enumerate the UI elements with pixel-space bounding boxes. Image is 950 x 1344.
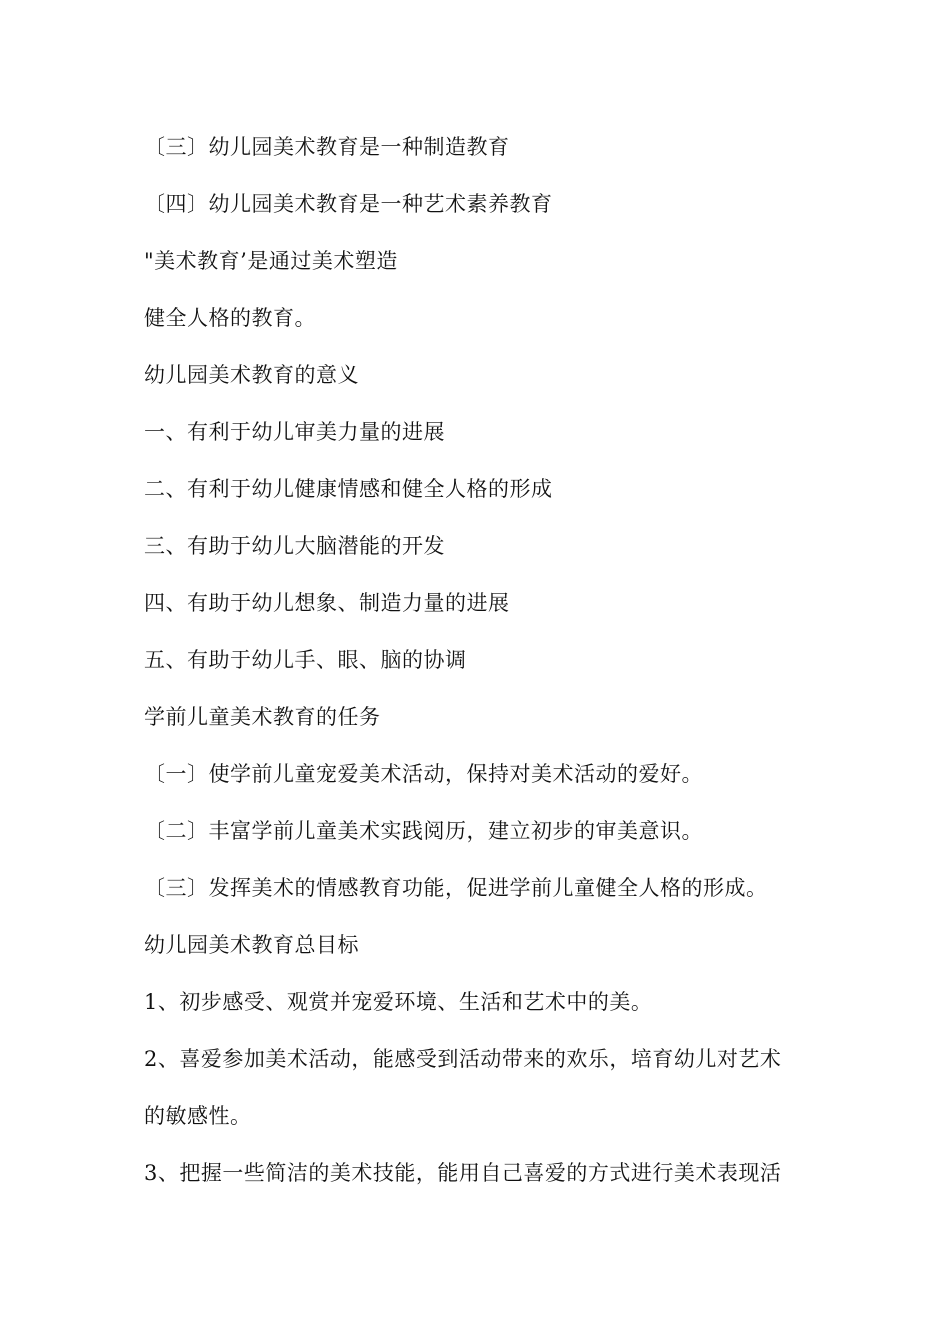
task-item-1: 〔一〕使学前儿童宠爱美术活动，保持对美术活动的爱好。 <box>144 762 703 786</box>
significance-item-2: 二、有利于幼儿健康情感和健全人格的形成 <box>144 477 553 501</box>
significance-item-1: 一、有利于幼儿审美力量的进展 <box>144 420 445 444</box>
significance-item-5: 五、有助于幼儿手、眼、脑的协调 <box>144 648 467 672</box>
goal-item-3: 3、把握一些简洁的美术技能，能用自己喜爱的方式进行美术表现活 <box>144 1161 782 1185</box>
heading-tasks: 学前儿童美术教育的任务 <box>144 705 381 729</box>
goal-item-2-continued: 的敏感性。 <box>144 1104 252 1128</box>
task-item-2: 〔二〕丰富学前儿童美术实践阅历，建立初步的审美意识。 <box>144 819 703 843</box>
task-item-3: 〔三〕发挥美术的情感教育功能，促进学前儿童健全人格的形成。 <box>144 876 768 900</box>
goal-item-1: 1、初步感受、观赏并宠爱环境、生活和艺术中的美。 <box>144 990 653 1014</box>
heading-goals: 幼儿园美术教育总目标 <box>144 933 359 957</box>
section-heading-3: 〔三〕幼儿园美术教育是一种制造教育 <box>144 135 510 159</box>
goal-item-2: 2、喜爱参加美术活动，能感受到活动带来的欢乐，培育幼儿对艺术 <box>144 1047 782 1071</box>
section-heading-4: 〔四〕幼儿园美术教育是一种艺术素养教育 <box>144 192 553 216</box>
significance-item-4: 四、有助于幼儿想象、制造力量的进展 <box>144 591 510 615</box>
quote-line-continued: 健全人格的教育。 <box>144 306 316 330</box>
heading-significance: 幼儿园美术教育的意义 <box>144 363 359 387</box>
document-body <box>144 133 814 1216</box>
significance-item-3: 三、有助于幼儿大脑潜能的开发 <box>144 534 445 558</box>
quote-line: "美术教育’是通过美术塑造 <box>144 249 398 273</box>
